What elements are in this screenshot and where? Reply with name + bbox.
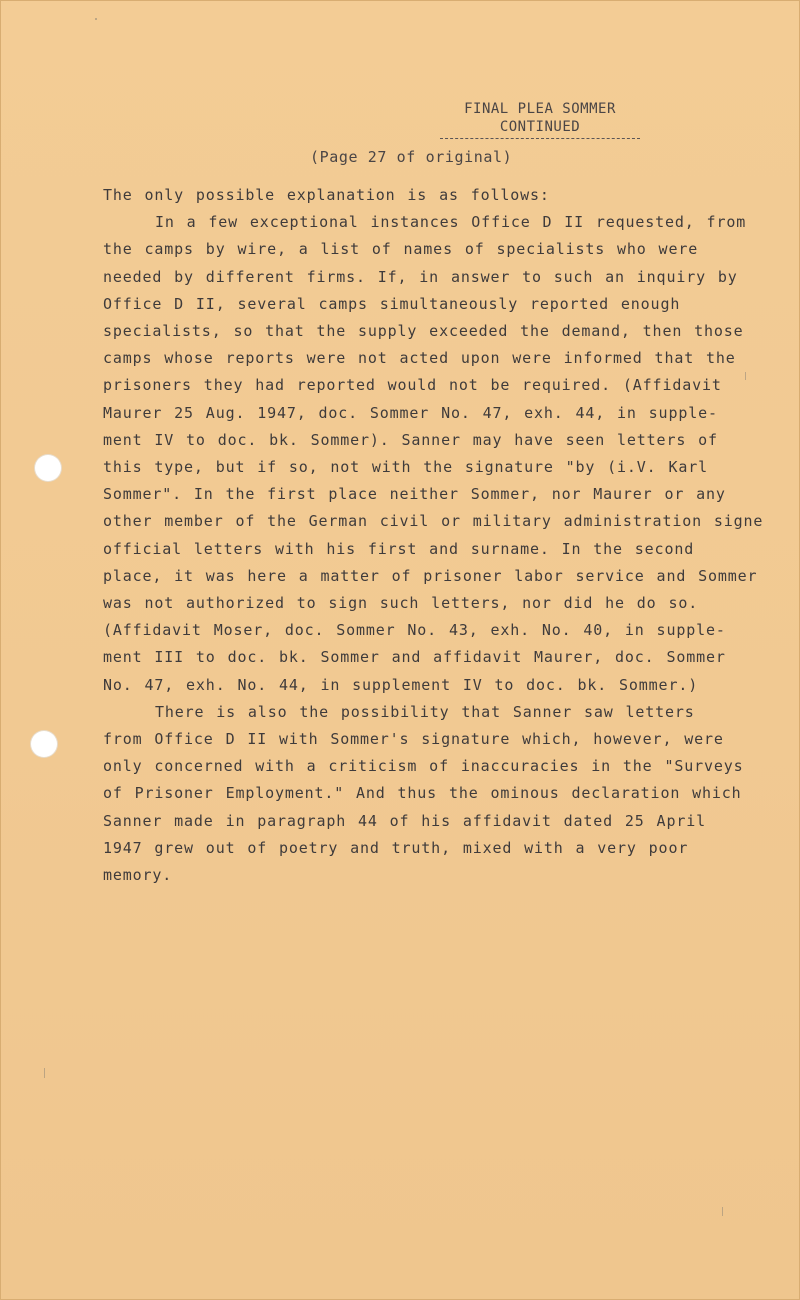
header-subtitle: CONTINUED xyxy=(440,118,640,139)
text-line: prisoners they had reported would not be required. (Affidavit xyxy=(103,376,722,395)
text-line: (Affidavit Moser, doc. Sommer No. 43, exh. No. 40, in supple- xyxy=(103,621,726,640)
body-text xyxy=(103,182,763,889)
text-line: ment III to doc. bk. Sommer and affidavit Maurer, doc. Sommer xyxy=(103,648,726,667)
paper-mark xyxy=(44,1068,45,1078)
text-line: specialists, so that the supply exceeded the demand, then those xyxy=(103,322,744,341)
header-title: FINAL PLEA SOMMER xyxy=(464,101,616,117)
text-line: needed by different firms. If, in answer to such an inquiry by xyxy=(103,267,738,286)
text-line: of Prisoner Employment." And thus the ominous declaration which xyxy=(103,784,742,803)
text-line: was not authorized to sign such letters, nor did he do so. xyxy=(103,594,699,613)
text-line: from Office D II with Sommer's signature which, however, were xyxy=(103,730,724,749)
text-line: other member of the German civil or military administration signe xyxy=(103,512,764,531)
text-line: only concerned with a criticism of inaccuracies in the "Surveys xyxy=(103,757,744,776)
text-line: place, it was here a matter of prisoner labor service and Sommer xyxy=(103,566,758,585)
text-line: ment IV to doc. bk. Sommer). Sanner may have seen letters of xyxy=(103,430,718,449)
text-line: this type, but if so, not with the signature "by (i.V. Karl xyxy=(103,458,708,477)
document-header xyxy=(440,100,640,139)
text-line: In a few exceptional instances Office D II requested, from xyxy=(155,213,747,232)
paper-mark xyxy=(722,1207,723,1216)
punch-hole xyxy=(31,731,57,757)
text-line: camps whose reports were not acted upon were informed that the xyxy=(103,349,736,368)
text-line: official letters with his first and surname. In the second xyxy=(103,539,695,558)
punch-hole xyxy=(35,455,61,481)
text-line: There is also the possibility that Sanner saw letters xyxy=(155,702,695,721)
text-line: 1947 grew out of poetry and truth, mixed with a very poor xyxy=(103,838,689,857)
paper-mark xyxy=(95,18,97,20)
text-line: the camps by wire, a list of names of specialists who were xyxy=(103,240,699,259)
text-line: Sanner made in paragraph 44 of his affidavit dated 25 April xyxy=(103,811,706,830)
text-line: No. 47, exh. No. 44, in supplement IV to doc. bk. Sommer.) xyxy=(103,675,699,694)
text-line: The only possible explanation is as follows: xyxy=(103,186,550,204)
text-line: Maurer 25 Aug. 1947, doc. Sommer No. 47, exh. 44, in supple- xyxy=(103,403,718,422)
text-line: memory. xyxy=(103,866,173,885)
text-line: Office D II, several camps simultaneously reported enough xyxy=(103,294,681,313)
page-reference: (Page 27 of original) xyxy=(310,148,513,166)
text-line: Sommer". In the first place neither Sommer, nor Maurer or any xyxy=(103,485,726,504)
